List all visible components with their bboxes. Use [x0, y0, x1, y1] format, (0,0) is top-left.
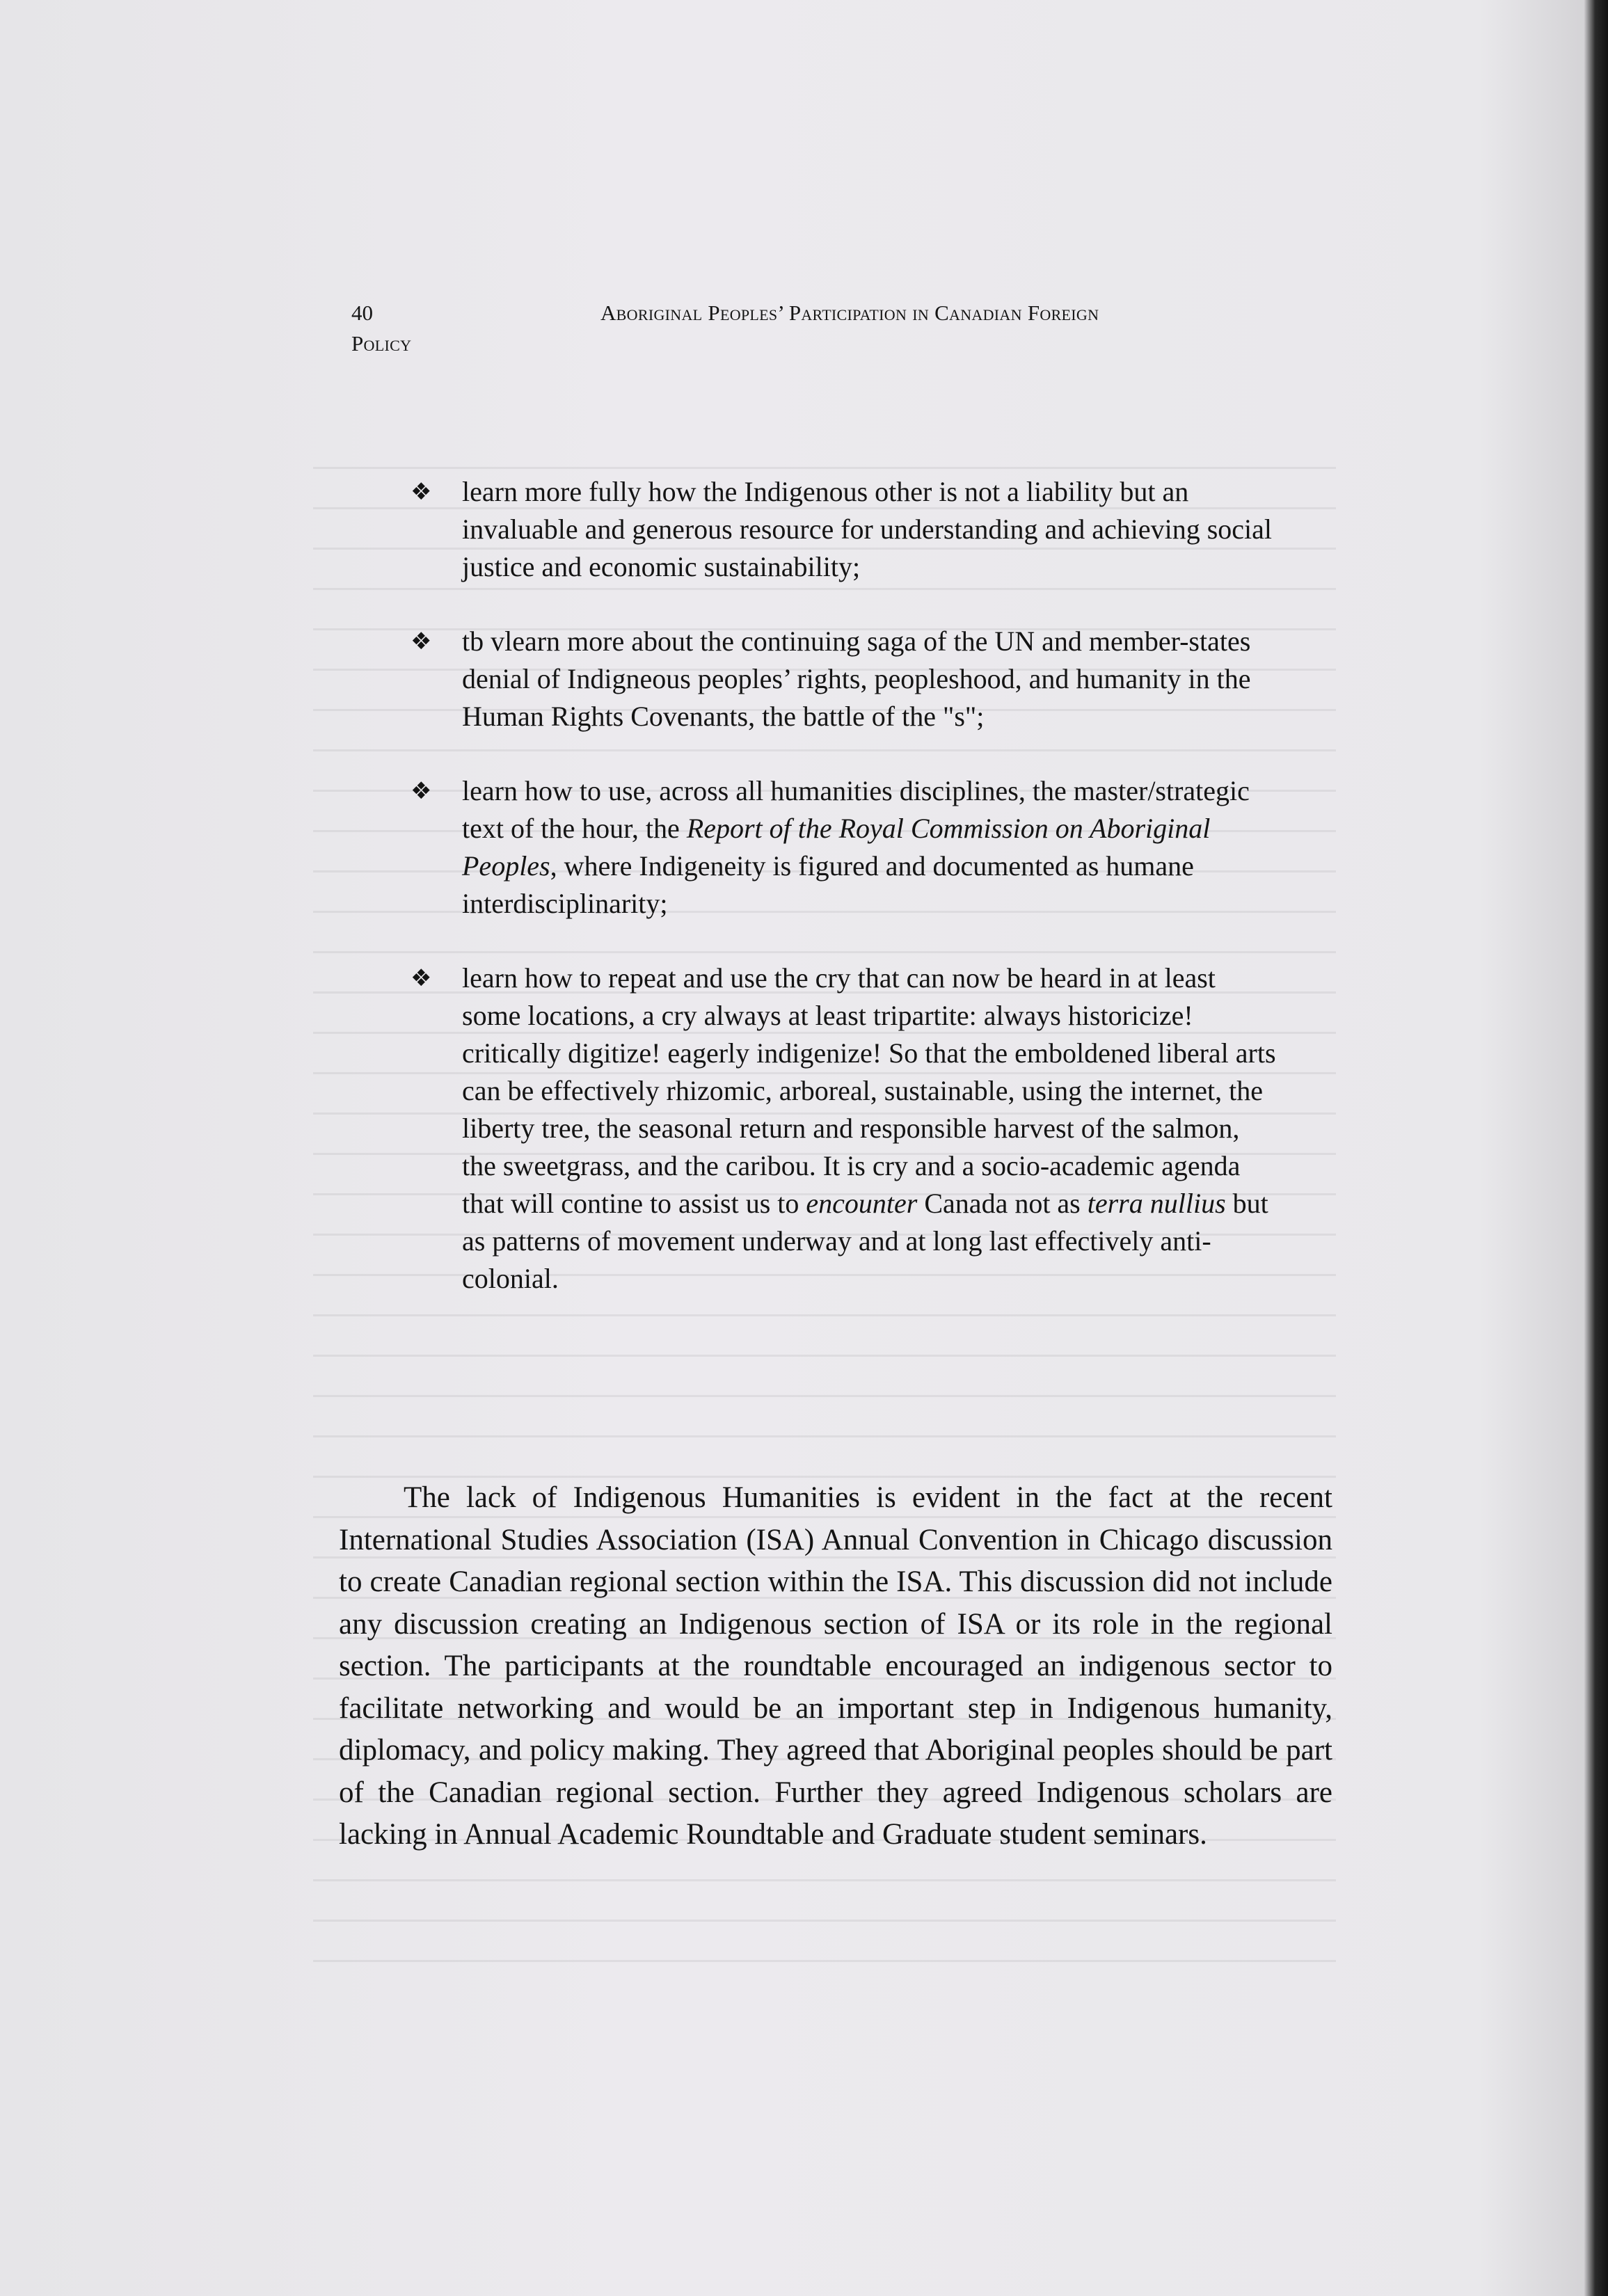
diamond-bullet-icon: ❖	[411, 628, 432, 655]
bullet-text-part: , where Indigeneity is figured and documented as humane interdisciplinarity;	[462, 850, 1194, 919]
bullet-text	[462, 962, 1276, 1294]
bullet-text-part: Canada not as	[917, 1188, 1088, 1219]
bullet-text-part: but as patterns of movement underway and at long last effectively anti-colonial.	[462, 1188, 1268, 1294]
bullet-item	[411, 623, 1280, 735]
report-title: Report of the Royal Commission on Aboriginal Peoples	[462, 813, 1211, 882]
diamond-bullet-icon: ❖	[411, 777, 432, 805]
emphasis-terra-nullius: terra nullius	[1087, 1188, 1226, 1219]
bullet-text: learn more fully how the Indigenous other is not a liability but an invaluable and generous resource for understanding and achieving social justice and economic sustainability;	[462, 476, 1273, 582]
bullet-item	[411, 473, 1280, 586]
page-number: 40	[351, 301, 373, 325]
body-paragraph: The lack of Indigenous Humanities is evident in the fact at the recent International Studies Association (ISA) Annual Convention in Chicago discussion to create Canadian regional section within the ISA. This discussion did not include any discussion creating an Indigenous section of ISA or its role in the regional section. The participants at the roundtable encouraged an indigenous sector to facilitate networking and would be an important step in Indigenous humanity, diplomacy, and policy making. They agreed that Aboriginal peoples should be part of the Canadian regional section. Further they agreed Indigenous scholars are lacking in Annual Academic Roundtable and Graduate student seminars.	[339, 1481, 1332, 1851]
bullet-list	[411, 473, 1280, 1334]
running-head-title: Aboriginal Peoples’ Participation in Canadian Foreign	[600, 301, 1099, 325]
bullet-text: tb vlearn more about the continuing saga of the UN and member-states denial of Indigneous peoples’ rights, peopleshood, and humanity in the Human Rights Covenants, the battle of the "s";	[462, 625, 1251, 732]
emphasis-encounter: encounter	[806, 1188, 918, 1219]
bullet-item	[411, 772, 1280, 923]
running-head-title-continued: Policy	[351, 331, 412, 356]
diamond-bullet-icon: ❖	[411, 964, 432, 992]
bullet-item	[411, 959, 1280, 1298]
bullet-text	[462, 775, 1250, 919]
bullet-text-part: learn how to repeat and use the cry that can now be heard in at least some locations, a cry always at least tripartite: always historicize! critically digitize! eagerly indigenize! So that the emboldened liberal arts can be effectively rhizomic, arboreal, sustainable, using the internet, the liberty tree, the seasonal return and responsible harvest of the salmon, the sweetgrass, and the caribou. It is cry and a socio-academic agenda that will contine to assist us to	[462, 962, 1276, 1219]
bullet-text-part: learn how to use, across all humanities disciplines, the master/strategic text of the hour, the	[462, 775, 1250, 844]
diamond-bullet-icon: ❖	[411, 478, 432, 506]
